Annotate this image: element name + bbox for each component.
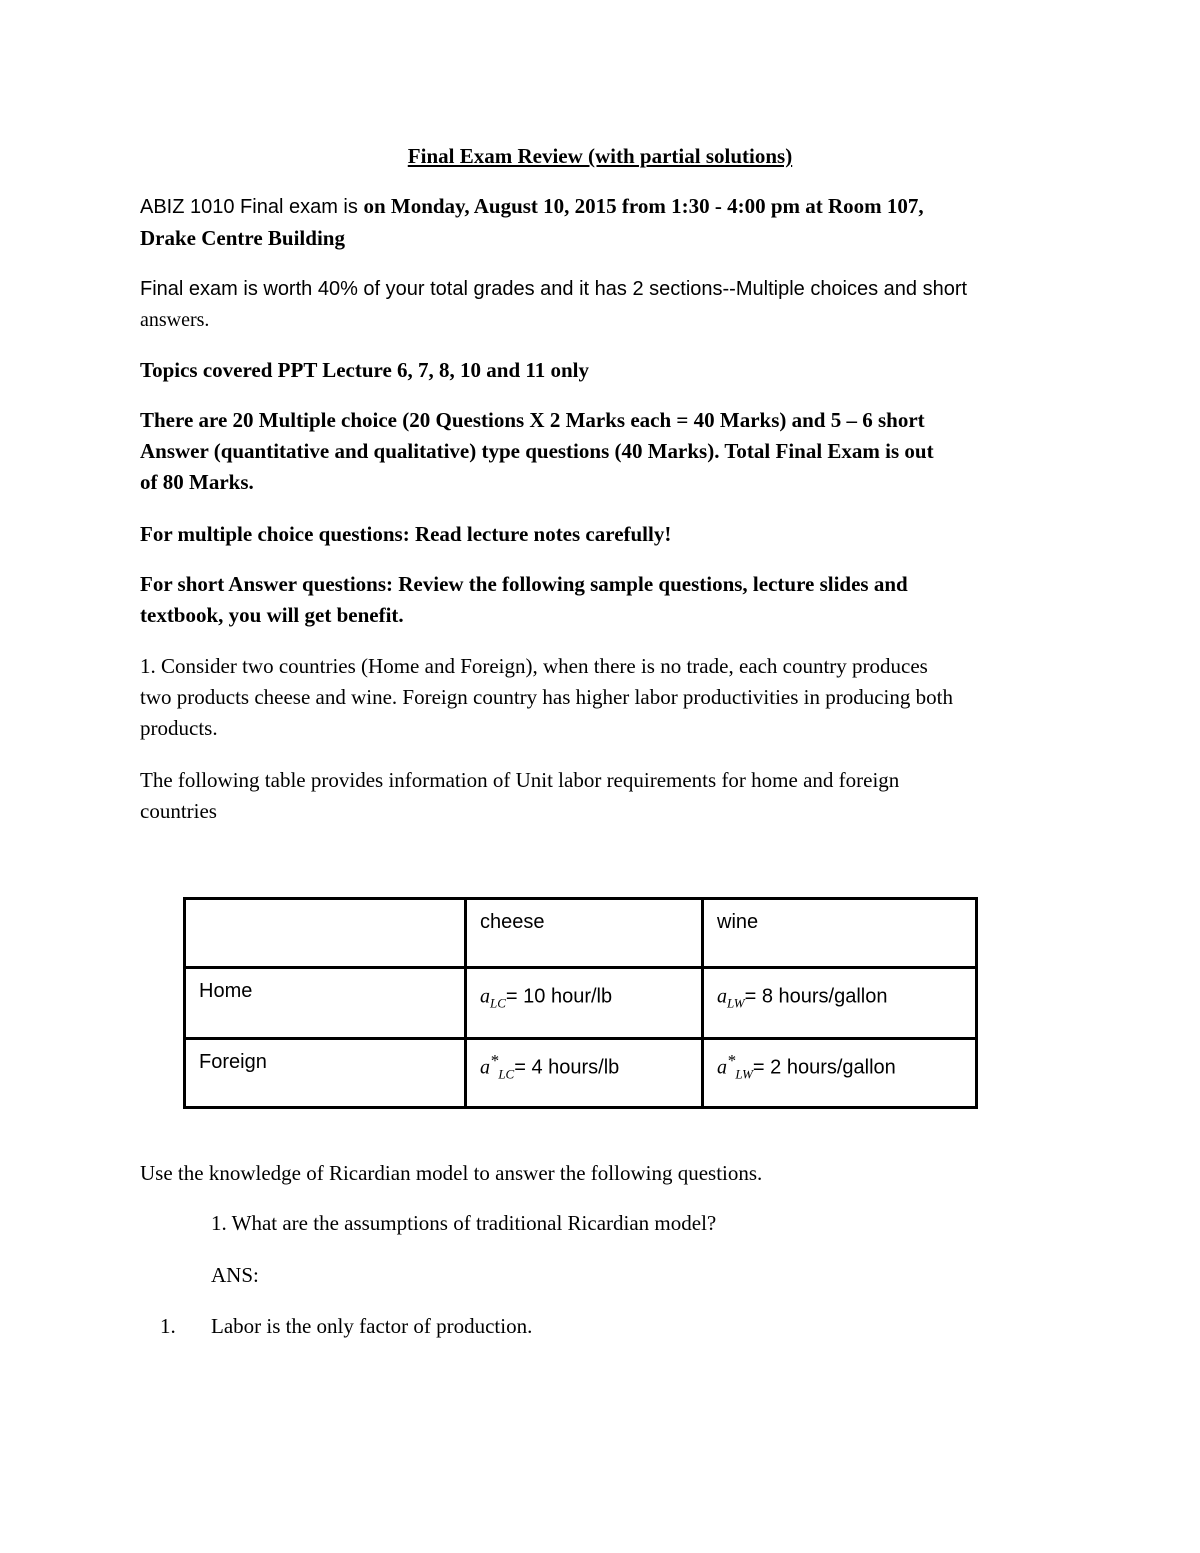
exam-weight-paragraph (140, 274, 1060, 336)
question-1-line-1: 1. Consider two countries (Home and Foreign), when there is no trade, each country produces (140, 654, 928, 678)
star: * (727, 1051, 736, 1070)
star: * (490, 1051, 499, 1070)
exam-structure-line-2: Answer (quantitative and qualitative) type questions (40 Marks). Total Final Exam is out (140, 439, 934, 463)
table-cell (703, 968, 977, 1039)
table-row (185, 1039, 977, 1108)
cell-value: = 8 hours/gallon (744, 985, 888, 1008)
sub-question-1: 1. What are the assumptions of traditional Ricardian model? (211, 1211, 717, 1235)
symbol: a (480, 985, 490, 1008)
exam-weight-line-2: answers. (140, 309, 210, 331)
subscript: LC (490, 995, 506, 1011)
sa-advice (140, 569, 1060, 631)
symbol: a (480, 1056, 490, 1079)
table-cell (466, 968, 703, 1039)
unit-labor-table (183, 897, 978, 1109)
question-1-line-2: two products cheese and wine. Foreign country has higher labor productivities in producing both (140, 685, 953, 709)
table-header-cell: cheese (466, 899, 703, 968)
ricardian-prompt: Use the knowledge of Ricardian model to answer the following questions. (140, 1161, 763, 1185)
exam-info-details: on Monday, August 10, 2015 from 1:30 - 4:00 pm at Room 107, (363, 194, 924, 218)
sa-advice-line-2: textbook, you will get benefit. (140, 603, 404, 627)
answer-label: ANS: (211, 1263, 259, 1287)
table-header-cell: wine (703, 899, 977, 968)
subscript: LW (727, 995, 745, 1011)
question-1-paragraph (140, 651, 1060, 744)
exam-info (140, 191, 1060, 254)
symbol: a (717, 985, 727, 1008)
subscript: LW (735, 1066, 753, 1082)
table-cell (703, 1039, 977, 1108)
exam-info-prefix: ABIZ 1010 Final exam is (140, 196, 364, 218)
table-header-row (185, 899, 977, 968)
cell-value: = 2 hours/gallon (752, 1056, 896, 1079)
table-cell (466, 1039, 703, 1108)
topics-covered: Topics covered PPT Lecture 6, 7, 8, 10 and 11 only (140, 358, 589, 382)
answer-item-number: 1. (160, 1314, 176, 1338)
page-title: Final Exam Review (with partial solutions) (407, 144, 793, 168)
cell-value: = 10 hour/lb (505, 985, 613, 1008)
cell-value: = 4 hours/lb (514, 1056, 620, 1079)
exam-weight-line-1: Final exam is worth 40% of your total grades and it has 2 sections--Multiple choices and short (140, 278, 968, 300)
answer-item-text: Labor is the only factor of production. (211, 1314, 533, 1338)
mc-advice: For multiple choice questions: Read lecture notes carefully! (140, 522, 672, 546)
exam-structure (140, 405, 1060, 498)
sa-advice-line-1: For short Answer questions: Review the following sample questions, lecture slides and (140, 572, 908, 596)
table-intro (140, 765, 1060, 827)
table-header-cell (185, 899, 466, 968)
exam-structure-line-1: There are 20 Multiple choice (20 Questions X 2 Marks each = 40 Marks) and 5 – 6 short (140, 408, 925, 432)
table-intro-line-2: countries (140, 799, 217, 823)
subscript: LC (498, 1066, 515, 1082)
exam-info-location: Drake Centre Building (140, 226, 345, 250)
exam-structure-line-3: of 80 Marks. (140, 470, 254, 494)
table-intro-line-1: The following table provides information of Unit labor requirements for home and foreign (140, 768, 900, 792)
symbol: a (717, 1056, 727, 1079)
row-label: Home (185, 968, 466, 1039)
table-row (185, 968, 977, 1039)
row-label: Foreign (185, 1039, 466, 1108)
question-1-line-3: products. (140, 716, 218, 740)
